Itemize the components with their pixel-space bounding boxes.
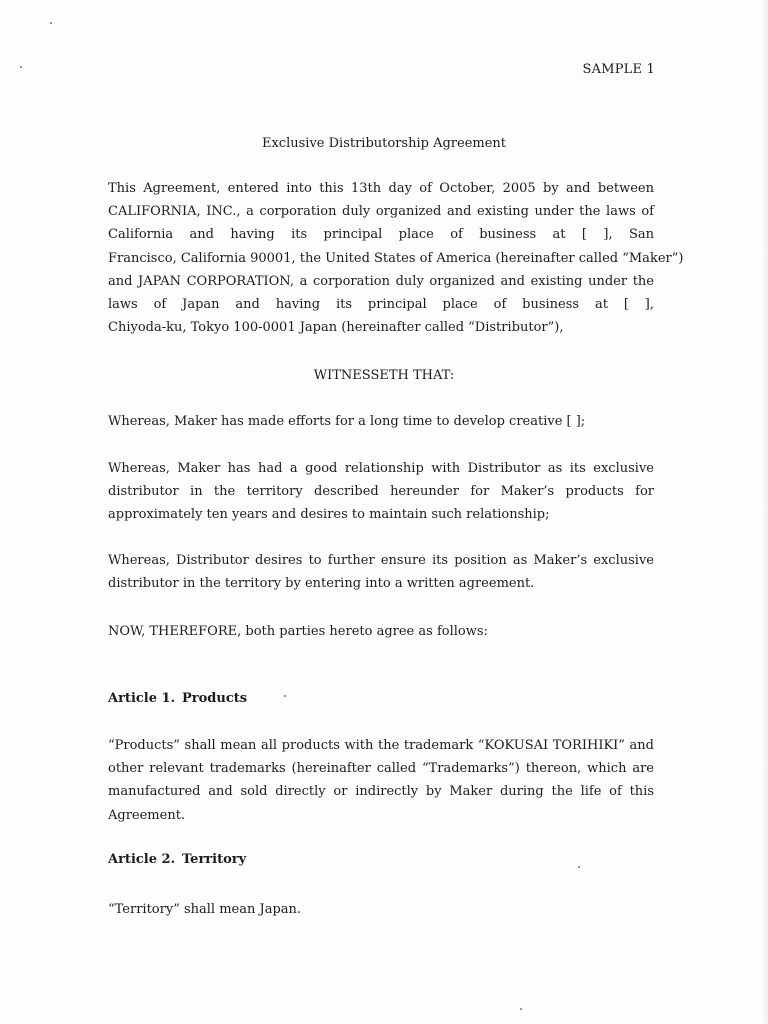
whereas-clause-3 (108, 549, 654, 595)
article-2-heading (108, 852, 246, 867)
preamble-line: and JAPAN CORPORATION, a corporation duly organized and existing under the (108, 273, 654, 289)
article-2-title: Territory (182, 852, 247, 867)
article-1-line: other relevant trademarks (hereinafter called “Trademarks”) thereon, which are (108, 761, 654, 777)
scan-speck (284, 695, 286, 697)
preamble-line: CALIFORNIA, INC., a corporation duly organized and existing under the laws of (108, 204, 654, 220)
article-2-number: Article 2. (108, 852, 176, 867)
article-2-body: “Territory” shall mean Japan. (108, 902, 302, 917)
whereas-line: Whereas, Maker has had a good relationship with Distributor as its exclusive (108, 461, 654, 476)
whereas-line: distributor in the territory described hereunder for Maker’s products for (108, 484, 654, 500)
scan-speck (50, 22, 52, 24)
whereas-line: distributor in the territory by entering into a written agreement. (108, 576, 535, 592)
scan-speck (578, 866, 580, 868)
scan-edge-shadow (762, 0, 768, 1024)
scan-speck (520, 1008, 522, 1010)
whereas-line: approximately ten years and desires to maintain such relationship; (108, 507, 550, 523)
article-1-title: Products (182, 691, 248, 706)
document-title: Exclusive Distributorship Agreement (261, 136, 507, 151)
sample-label: SAMPLE 1 (582, 62, 655, 77)
article-1-number: Article 1. (108, 691, 176, 706)
whereas-line: Whereas, Distributor desires to further ensure its position as Maker’s exclusive (108, 553, 654, 568)
preamble-line: Francisco, California 90001, the United States of America (hereinafter called “Maker”) (108, 250, 684, 266)
article-1-line: Agreement. (108, 807, 186, 823)
preamble-line: Chiyoda-ku, Tokyo 100-0001 Japan (hereinafter called “Distributor”), (108, 320, 564, 336)
witnesseth-heading: WITNESSETH THAT: (313, 368, 455, 383)
scan-speck (20, 66, 22, 68)
now-therefore-clause: NOW, THEREFORE, both parties hereto agree as follows: (108, 624, 488, 639)
whereas-clause-1: Whereas, Maker has made efforts for a long time to develop creative [ ]; (108, 414, 586, 429)
article-1-line: “Products” shall mean all products with the trademark “KOKUSAI TORIHIKI” and (108, 738, 654, 753)
article-1-heading (108, 691, 247, 706)
article-1-body (108, 734, 654, 827)
preamble-line: This Agreement, entered into this 13th day of October, 2005 by and between (108, 181, 654, 196)
article-1-line: manufactured and sold directly or indirectly by Maker during the life of this (108, 784, 654, 800)
preamble-line: California and having its principal place of business at [ ], San (108, 227, 654, 243)
preamble-paragraph (108, 177, 684, 339)
preamble-line: laws of Japan and having its principal place of business at [ ], (108, 297, 654, 313)
whereas-clause-2 (108, 457, 654, 527)
